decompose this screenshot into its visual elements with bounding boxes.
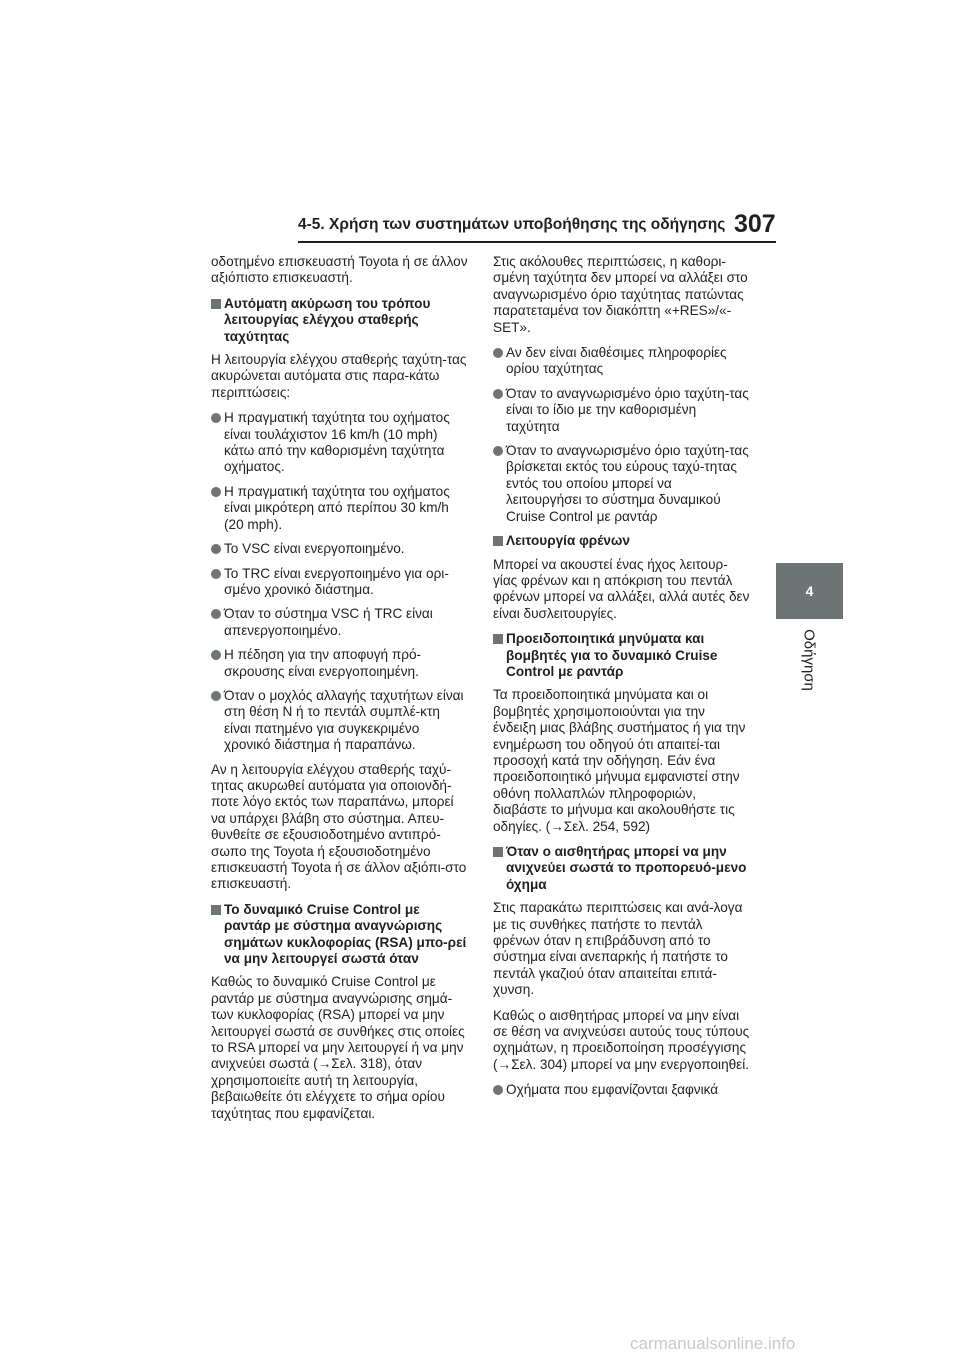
round-bullet-icon (211, 691, 221, 701)
section-heading-text: Προειδοποιητικά μηνύματα και βομβητές για το δυναμικό Cruise Control με ραντάρ (506, 631, 718, 679)
left-column (211, 254, 469, 1131)
section-heading-text: Λειτουργία φρένων (506, 533, 630, 549)
bullet-text: Το TRC είναι ενεργοποιημένο για ορι-σμένο χρονικό διάστημα. (224, 565, 449, 597)
round-bullet-icon (211, 569, 221, 579)
paragraph: Στις ακόλουθες περιπτώσεις, η καθορι-σμένη ταχύτητα δεν μπορεί να αλλάξει στο αναγνωρισμένο όριο ταχύτητας πατώντας παρατεταμένα τον διακόπτη «+RES»/«-SET». (493, 254, 748, 335)
section-heading (211, 296, 469, 345)
bullet-item (211, 606, 469, 639)
bullet-text: Όταν το αναγνωρισμένο όριο ταχύτη-τας βρίσκεται εκτός του εύρους ταχύ-τητας εντός του οποίου μπορεί να λειτουργήσει το σύστημα δυναμικού Cruise Control με ραντάρ (506, 443, 749, 524)
chapter-label: Οδήγηση (800, 629, 818, 691)
bullet-item (493, 345, 751, 378)
bullet-text: Όταν το αναγνωρισμένο όριο ταχύτη-τας είναι το ίδιο με την καθορισμένη ταχύτητα (506, 385, 749, 434)
paragraph: οδοτημένο επισκευαστή Toyota ή σε άλλον αξιόπιστο επισκευαστή. (211, 254, 468, 286)
watermark: carmanualsonline.info (630, 1334, 796, 1353)
section-heading-text: Όταν ο αισθητήρας μπορεί να μην ανιχνεύει σωστά το προπορευό-μενο όχημα (506, 844, 747, 892)
round-bullet-icon (211, 609, 221, 619)
chapter-tab (776, 563, 843, 619)
bullet-item (493, 443, 751, 525)
section-heading-text: Αυτόματη ακύρωση του τρόπου λειτουργίας ελέγχου σταθερής ταχύτητας (224, 295, 431, 344)
bullet-text: Η πέδηση για την αποφυγή πρό-σκρουσης είναι ενεργοποιημένη. (224, 647, 422, 679)
bullet-item (211, 647, 469, 680)
bullet-text: Αν δεν είναι διαθέσιμες πληροφορίες ορίου ταχύτητας (506, 345, 727, 377)
paragraph: Μπορεί να ακουστεί ένας ήχος λειτουρ-γίας φρένων και η απόκριση του πεντάλ φρένων μπορεί να αλλάξει, αλλά αυτές δεν είναι δυσλειτουργίες. (493, 556, 750, 621)
paragraph: Αν η λειτουργία ελέγχου σταθερής ταχύ-τητας ακυρωθεί αυτόματα για οποιονδή-ποτε λόγο εκτός των παραπάνω, μπορεί να υπάρχει βλάβη στο σύστημα. Απευ-θυνθείτε σε εξουσιοδοτημένο αντιπρό-σωπο της Toyota ή εξουσιοδοτημένο επισκευαστή Toyota ή σε άλλον αξιόπι-στο επισκευαστή. (211, 761, 467, 892)
bullet-text: Όταν το σύστημα VSC ή TRC είναι απενεργοποιημένο. (224, 606, 433, 638)
round-bullet-icon (493, 348, 503, 358)
square-bullet-icon (493, 536, 503, 546)
round-bullet-icon (211, 487, 221, 497)
paragraph: Στις παρακάτω περιπτώσεις και ανά-λογα με τις συνθήκες πατήστε το πεντάλ φρένων όταν η επιβράδυνση από το σύστημα είναι ανεπαρκής ή πατήστε το πεντάλ γκαζιού όταν απαιτείται επιτά-χυνση. (493, 900, 743, 998)
paragraph: Καθώς το δυναμικό Cruise Control με ραντάρ με σύστημα αναγνώρισης σημά-των κυκλοφορίας (RSA) μπορεί να μην λειτουργεί σωστά σε συνθήκες στις οποίες το RSA μπορεί να μην λειτουργεί ή να μην ανιχνεύει σωστά (→Σελ. 318), όταν χρησιμοποιείτε αυτή τη λειτουργία, βεβαιωθείτε ότι ελέγχετε το σήμα ορίου ταχύτητας που εμφανίζεται. (211, 974, 465, 1121)
round-bullet-icon (493, 1085, 503, 1095)
bullet-item (493, 386, 751, 435)
bullet-item (211, 410, 469, 476)
right-column (493, 254, 751, 1107)
bullet-item (211, 688, 469, 754)
paragraph: Τα προειδοποιητικά μηνύματα και οι βομβητές χρησιμοποιούνται για την ένδειξη μιας βλάβης συστήματος ή για την ενημέρωση του οδηγού ότι απαιτεί-ται προσοχή κατά την οδήγηση. Εάν ένα προειδοποιητικό μήνυμα εμφανιστεί στην οθόνη πολλαπλών πληροφοριών, διαβάστε το μήνυμα και ακολουθήστε τις οδηγίες. (→Σελ. 254, 592) (493, 687, 746, 834)
bullet-text: Η πραγματική ταχύτητα του οχήματος είναι μικρότερη από περίπου 30 km/h (20 mph). (224, 483, 450, 532)
round-bullet-icon (493, 446, 503, 456)
bullet-item (211, 566, 469, 599)
section-heading (211, 902, 469, 968)
page-number: 307 (734, 210, 776, 238)
bullet-item (211, 484, 469, 533)
chapter-number: 4 (805, 583, 814, 599)
round-bullet-icon (211, 544, 221, 554)
section-heading (493, 533, 751, 549)
section-heading (493, 631, 751, 680)
bullet-item (211, 541, 469, 557)
header-divider (298, 241, 776, 243)
square-bullet-icon (211, 299, 221, 309)
section-heading-text: Το δυναμικό Cruise Control με ραντάρ με σύστημα αναγνώρισης σημάτων κυκλοφορίας (RSA) μπο-ρεί να μην λειτουργεί σωστά όταν (224, 901, 467, 967)
bullet-text: Το VSC είναι ενεργοποιημένο. (224, 541, 405, 557)
round-bullet-icon (211, 650, 221, 660)
paragraph: Η λειτουργία ελέγχου σταθερής ταχύτη-τας ακυρώνεται αυτόματα στις παρα-κάτω περιπτώσεις: (211, 352, 467, 400)
bullet-text: Η πραγματική ταχύτητα του οχήματος είναι τουλάχιστον 16 km/h (10 mph) κάτω από την καθορισμένη ταχύτητα οχήματος. (224, 410, 450, 475)
square-bullet-icon (493, 847, 503, 857)
round-bullet-icon (493, 389, 503, 399)
bullet-item (493, 1082, 751, 1098)
paragraph: Καθώς ο αισθητήρας μπορεί να μην είναι σε θέση να ανιχνεύσει αυτούς τους τύπους οχημάτων, η προειδοποίηση προσέγγισης (→Σελ. 304) μπορεί να μην ενεργοποιηθεί. (493, 1007, 750, 1072)
round-bullet-icon (211, 413, 221, 423)
section-header-title: 4-5. Χρήση των συστημάτων υποβοήθησης της οδήγησης (298, 216, 726, 233)
square-bullet-icon (211, 905, 221, 915)
square-bullet-icon (493, 634, 503, 644)
bullet-text: Όταν ο μοχλός αλλαγής ταχυτήτων είναι στη θέση N ή το πεντάλ συμπλέ-κτη είναι πατημένο για συγκεκριμένο χρονικό διάστημα ή παραπάνω. (224, 687, 464, 753)
section-heading (493, 844, 751, 893)
bullet-text: Οχήματα που εμφανίζονται ξαφνικά (506, 1082, 719, 1098)
